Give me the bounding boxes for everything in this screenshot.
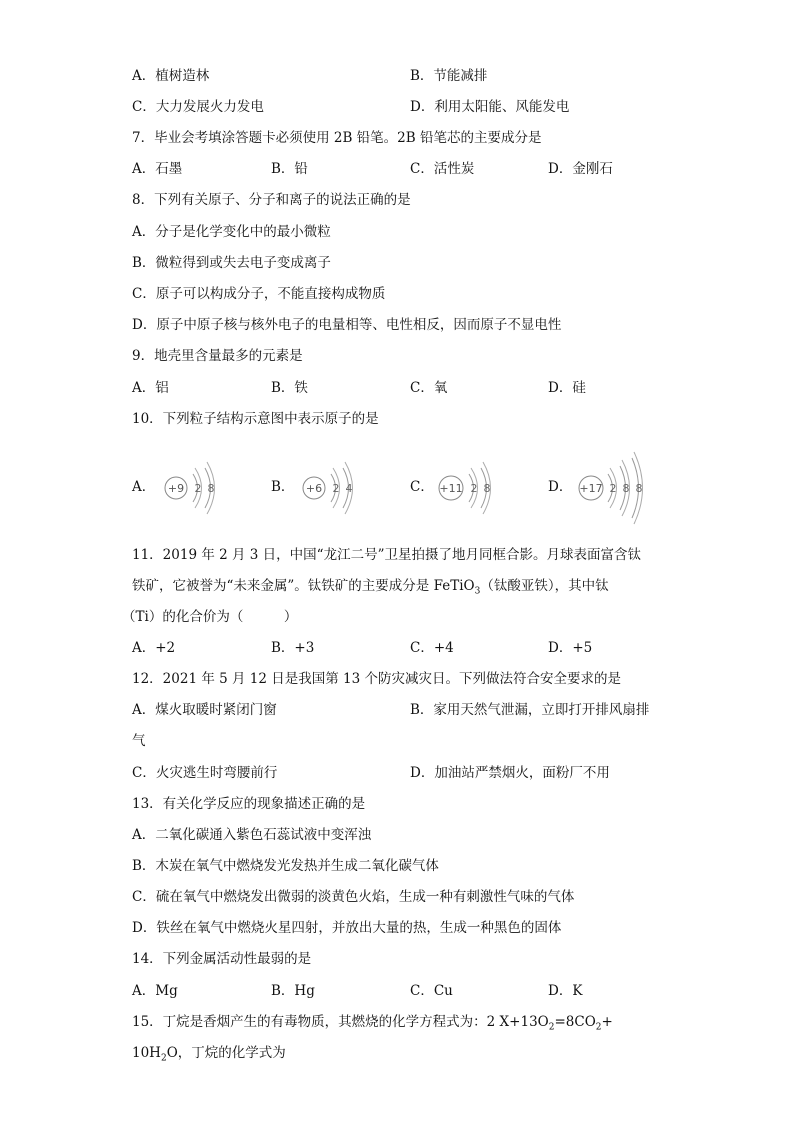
q15-sub-3: 2 [160, 1053, 167, 1064]
q10-option-b-label: B． [271, 479, 295, 495]
q15-line-1 [132, 1013, 613, 1031]
q10-stem: 10．下列粒子结构示意图中表示原子的是 [132, 411, 379, 427]
q13-stem: 13．有关化学反应的现象描述正确的是 [132, 796, 366, 812]
q11-line-3: （Ti）的化合价为（ ） [122, 609, 298, 625]
q14-option-a: A．Mg [132, 983, 178, 999]
q11-option-c: C．+4 [410, 640, 454, 656]
atom-diagram-a [160, 462, 230, 522]
q12-stem: 12．2021 年 5 月 12 日是我国第 13 个防灾减灾日。下列做法符合安全要求的是 [132, 671, 622, 687]
q9-stem: 9．地壳里含量最多的元素是 [132, 348, 303, 364]
q8-option-a: A．分子是化学变化中的最小微粒 [132, 224, 331, 240]
q10-option-a-label: A． [132, 479, 156, 495]
q8-option-d: D．原子中原子核与核外电子的电量相等、电性相反，因而原子不显电性 [132, 317, 562, 333]
atom-d-shell-1: 2 [609, 482, 617, 495]
q13-option-c: C．硫在氧气中燃烧发出微弱的淡黄色火焰，生成一种有刺激性气味的气体 [132, 889, 575, 905]
q6-option-b: B．节能减排 [410, 68, 488, 84]
atom-c-shell-2: 8 [483, 482, 491, 495]
q12-option-b: B．家用天然气泄漏，立即打开排风扇排 [410, 702, 650, 718]
atom-diagram-b [300, 462, 370, 522]
q15-line-2 [132, 1044, 286, 1062]
q7-stem: 7．毕业会考填涂答题卡必须使用 2B 铅笔。2B 铅笔芯的主要成分是 [132, 130, 542, 146]
q13-option-b: B．木炭在氧气中燃烧发光发热并生成二氧化碳气体 [132, 858, 439, 874]
q14-option-b: B．Hg [271, 983, 315, 999]
q11-option-d: D．+5 [548, 640, 593, 656]
atom-b-shell-1: 2 [332, 482, 340, 495]
q15-sub-1: 2 [548, 1022, 555, 1033]
q12-option-c: C．火灾逃生时弯腰前行 [132, 765, 278, 781]
atom-c-shell-1: 2 [470, 482, 478, 495]
q9-option-b: B．铁 [271, 380, 308, 396]
atom-d-shell-2: 8 [622, 482, 630, 495]
q11-subscript: 3 [474, 586, 481, 597]
q7-option-c: C．活性炭 [410, 161, 475, 177]
q7-option-d: D．金刚石 [548, 161, 613, 177]
q11-line-1: 11．2019 年 2 月 3 日，中国“龙江二号”卫星拍摄了地月同框合影。月球表面富含钛 [132, 547, 641, 563]
q15-text-a: 15．丁烷是香烟产生的有毒物质，其燃烧的化学方程式为：2 X+13O [132, 1014, 549, 1030]
q12-option-b-continued: 气 [132, 733, 146, 749]
atom-d-shell-3: 8 [635, 482, 643, 495]
q8-option-b: B．微粒得到或失去电子变成离子 [132, 255, 331, 271]
atom-a-shell-1: 2 [194, 482, 202, 495]
q7-option-a: A．石墨 [132, 161, 183, 177]
q15-text-d: 10H [132, 1045, 161, 1061]
atom-b-nucleus: +6 [305, 482, 323, 495]
q14-option-c: C．Cu [410, 983, 453, 999]
q6-option-a: A．植树造林 [132, 68, 210, 84]
q6-option-c: C．大力发展火力发电 [132, 99, 264, 115]
q12-option-d: D．加油站严禁烟火，面粉厂不用 [410, 765, 610, 781]
q9-option-d: D．硅 [548, 380, 586, 396]
atom-a-nucleus: +9 [167, 482, 185, 495]
q6-option-d: D．利用太阳能、风能发电 [410, 99, 570, 115]
q15-text-b: =8CO [554, 1014, 596, 1030]
atom-diagram-d [575, 452, 655, 522]
atom-a-shell-2: 8 [207, 482, 215, 495]
q13-option-d: D．铁丝在氧气中燃烧火星四射，并放出大量的热，生成一种黑色的固体 [132, 920, 562, 936]
q14-stem: 14．下列金属活动性最弱的是 [132, 951, 312, 967]
q15-text-c: + [601, 1014, 613, 1030]
q15-text-e: O，丁烷的化学式为 [166, 1045, 286, 1061]
q11-option-b: B．+3 [271, 640, 315, 656]
q11-line-2-tail: （钛酸亚铁），其中钛 [480, 578, 609, 594]
q8-option-c: C．原子可以构成分子，不能直接构成物质 [132, 286, 386, 302]
q11-option-a: A．+2 [132, 640, 176, 656]
atom-b-shell-2: 4 [345, 482, 353, 495]
q11-line-2-text: 铁矿，它被誉为“未来金属”。钛铁矿的主要成分是 FeTiO [132, 578, 475, 594]
q11-line-2 [132, 577, 609, 595]
q10-option-c-label: C． [410, 479, 434, 495]
q9-option-c: C．氧 [410, 380, 448, 396]
q8-stem: 8．下列有关原子、分子和离子的说法正确的是 [132, 192, 411, 208]
q12-option-a: A．煤火取暖时紧闭门窗 [132, 702, 277, 718]
atom-diagram-c [435, 462, 505, 522]
q9-option-a: A．铝 [132, 380, 169, 396]
q10-option-d-label: D． [548, 479, 573, 495]
atom-d-nucleus: +17 [579, 482, 603, 495]
q7-option-b: B．铅 [271, 161, 308, 177]
q14-option-d: D．K [548, 983, 583, 999]
atom-c-nucleus: +11 [439, 482, 463, 495]
q15-sub-2: 2 [595, 1022, 602, 1033]
q13-option-a: A．二氧化碳通入紫色石蕊试液中变浑浊 [132, 827, 372, 843]
